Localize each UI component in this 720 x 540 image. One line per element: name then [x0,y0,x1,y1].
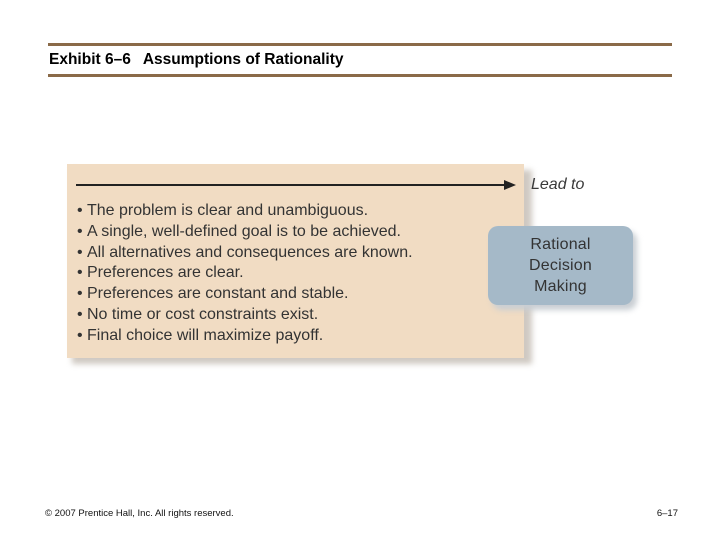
assumption-text: Preferences are constant and stable. [87,285,349,303]
bullet-icon: • [77,202,83,219]
bullet-icon: • [77,243,83,261]
bullet-icon: • [77,264,83,282]
assumption-item [77,243,413,264]
result-line: Making [534,278,587,295]
assumption-text: No time or cost constraints exist. [87,305,319,323]
assumption-text: The problem is clear and unambiguous. [87,202,369,219]
assumption-item [77,201,413,222]
assumption-item [77,222,413,243]
result-line: Rational [530,236,591,253]
rational-decision-making-box [488,226,633,305]
result-line: Decision [529,257,592,274]
exhibit-number: Exhibit 6–6 [49,51,131,68]
page-number: 6–17 [656,508,678,519]
page-title [49,51,344,69]
assumption-item [77,284,413,305]
bullet-icon: • [77,326,83,344]
copyright-notice: © 2007 Prentice Hall, Inc. All rights reserved. [45,508,234,519]
assumption-item [77,326,413,347]
bullet-icon: • [77,305,83,323]
exhibit-title-text: Assumptions of Rationality [142,51,344,68]
assumption-text: Preferences are clear. [87,264,244,282]
header-top-rule [48,43,672,46]
bullet-icon: • [77,222,83,240]
lead-to-arrow [76,178,516,192]
assumption-text: All alternatives and consequences are known. [87,243,413,261]
assumption-item [77,263,413,284]
bullet-icon: • [77,285,83,303]
arrow-label: Lead to [531,176,585,193]
assumptions-list [77,201,413,347]
assumption-text: Final choice will maximize payoff. [87,326,324,344]
assumption-item [77,305,413,326]
assumption-text: A single, well-defined goal is to be achieved. [87,222,401,240]
header-bottom-rule [48,74,672,77]
